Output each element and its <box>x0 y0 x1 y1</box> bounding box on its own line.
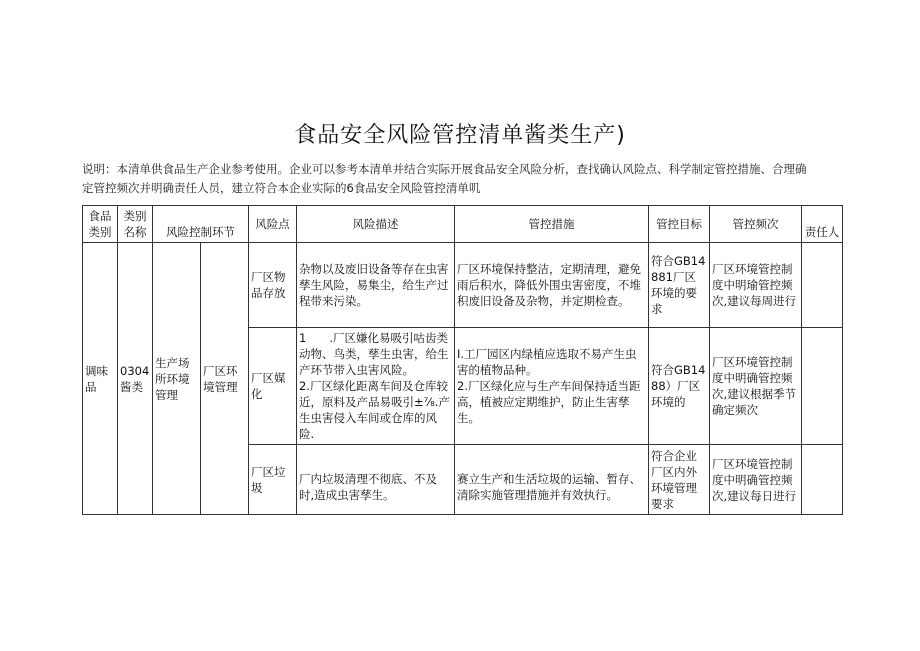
description-note <box>82 160 844 198</box>
cell-frequency: 厂区环境管控制度中明确管控频次,建议每日进行 <box>710 445 802 515</box>
table-row <box>83 243 843 328</box>
table-header-row <box>83 206 843 243</box>
measure-item-1: I.工厂园区内绿植应选取不易产生虫害的植物品种。 <box>457 347 637 377</box>
cell-target: 符合GB1488）厂区环境的 <box>649 328 710 445</box>
note-line-2: 定管控频次并明确责任人员，建立符合本企业实际的6食品安全风险管控清单叽 <box>82 181 481 195</box>
cell-target: 符合GB14881厂区环境的要求 <box>649 243 710 328</box>
measure-item-2: 2.厂区绿化应与生产车间保持适当距高，植被应定期维护，防止生害孳生。 <box>457 379 641 425</box>
cell-measures: 赛立生产和生活垃圾的运输、暂存、清除实施管理措施并有效执行。 <box>455 445 649 515</box>
header-food-category: 食品类别 <box>83 206 118 243</box>
risk-desc-item-1: 1 .厂区嫌化易吸引咕齿类动物、鸟类，孳生虫害，给生产环节带入虫害风险。 <box>299 331 449 377</box>
header-frequency: 管控频次 <box>710 206 802 243</box>
cell-category-name: 0304酱类 <box>118 243 153 515</box>
header-risk-point: 风险点 <box>249 206 297 243</box>
note-line-1: 说明：本清单供食品生产企业参考使用。企业可以参考本清单并结合实际开展食品安全风险分析，查找确认风险点、科学制定管控措施、合理确 <box>82 162 807 176</box>
cell-frequency: 厂区环境管控制度中明确管控频次,建议根据季节确定频次 <box>710 328 802 445</box>
cell-measures: 厂区环境保持整洁，定期清理，避免雨后积水，降低外围虫害密度，不堆积废旧设备及杂物，并定期检查。 <box>455 243 649 328</box>
risk-desc-item-2: 2.厂区绿化距离车间及仓库较近，原料及产品易吸引±⅞.产生虫害侵入车间或仓库的风险. <box>299 379 450 441</box>
cell-risk-desc <box>297 328 455 445</box>
cell-risk-point: 厂区媒化 <box>249 328 297 445</box>
page-title: 食品安全风险管控清单酱类生产) <box>294 123 626 148</box>
header-responsible: 责任人 <box>802 206 843 243</box>
header-target: 管控目标 <box>649 206 710 243</box>
cell-food-category: 调味品 <box>83 243 118 515</box>
header-risk-desc: 风险描述 <box>297 206 455 243</box>
risk-control-table <box>82 205 843 515</box>
header-category-name: 类别名称 <box>118 206 153 243</box>
cell-risk-desc: 杂物以及废旧设备等存在虫害孳生风险，易集尘，给生产过程带来污染。 <box>297 243 455 328</box>
cell-responsible <box>802 243 843 328</box>
cell-risk-point: 厂区物品存放 <box>249 243 297 328</box>
cell-control-link-1: 生产场所环境管理 <box>153 243 201 515</box>
cell-risk-point: 厂区垃圾 <box>249 445 297 515</box>
cell-responsible <box>802 445 843 515</box>
header-measures: 管控措施 <box>455 206 649 243</box>
header-control-link: 风险控制环节 <box>153 206 249 243</box>
cell-control-link-2: 厂区环境管理 <box>201 243 249 515</box>
cell-responsible <box>802 328 843 445</box>
cell-risk-desc: 厂内垃圾清理不彻底、不及时,造成虫害孳生。 <box>297 445 455 515</box>
cell-target: 符合企业厂区内外环境管理要求 <box>649 445 710 515</box>
cell-measures <box>455 328 649 445</box>
cell-frequency: 厂区环境管控制度中明瑜管控频次,建议每周进行 <box>710 243 802 328</box>
